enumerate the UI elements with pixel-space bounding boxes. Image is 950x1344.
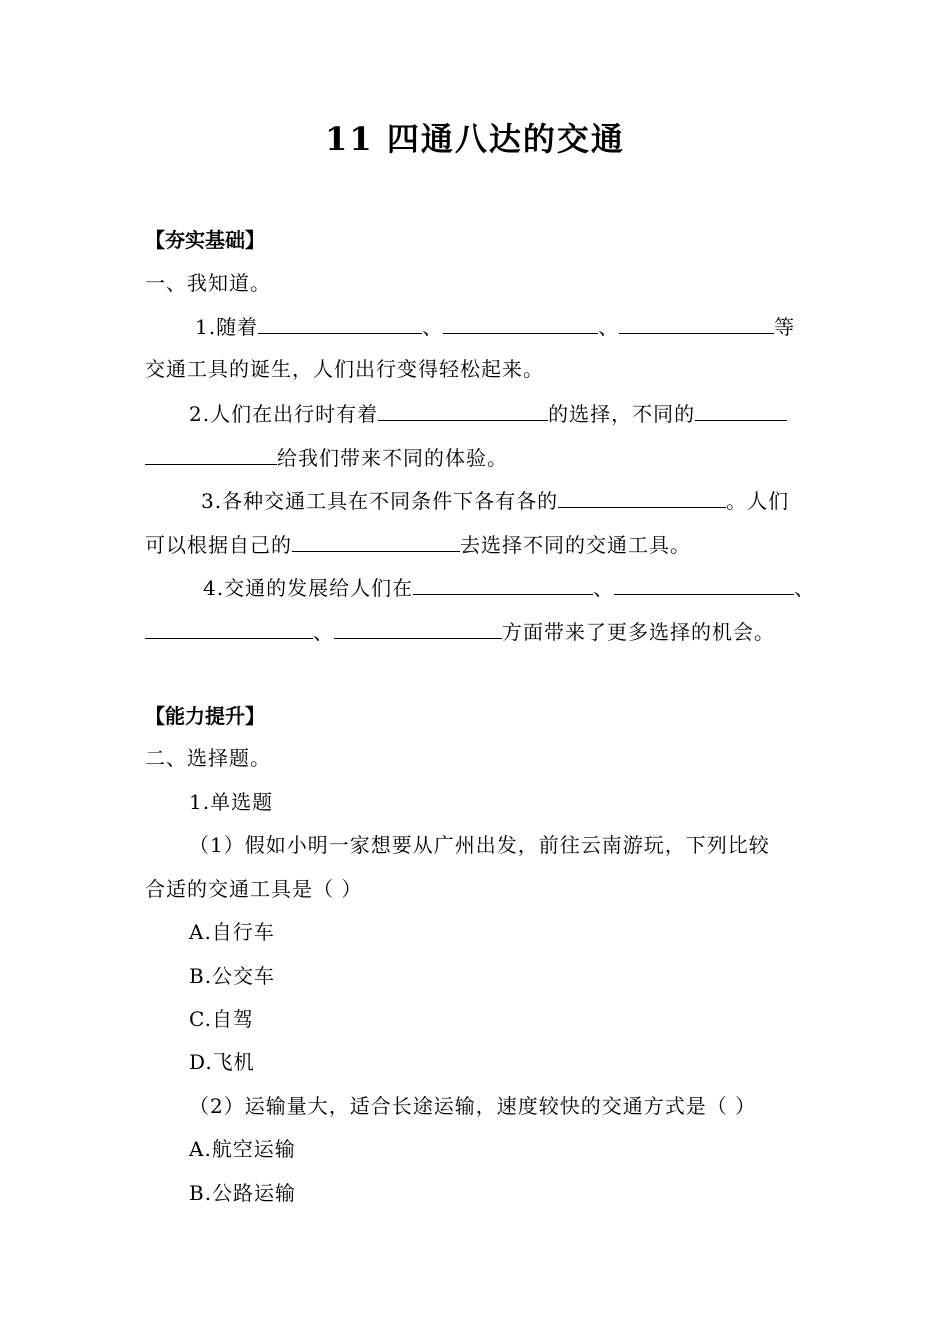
q1-prefix: 1.随着 (195, 315, 259, 339)
q3-blank-1[interactable] (558, 485, 726, 508)
fill-question-2 (145, 398, 851, 428)
q4-separator-2: 、 (794, 576, 816, 600)
mcq-1-option-a[interactable]: A.自行车 (189, 920, 275, 944)
q2-line-2 (145, 442, 807, 472)
mcq-1-option-c[interactable]: C.自驾 (189, 1007, 254, 1031)
q4-prefix: 4.交通的发展给人们在 (203, 576, 414, 600)
mcq-2-option-a[interactable]: A.航空运输 (189, 1137, 296, 1161)
q3-line2-suffix: 去选择不同的交通工具。 (460, 533, 691, 557)
page-title: 11 四通八达的交通 (325, 120, 625, 158)
part-two-heading: 二、选择题。 (145, 746, 271, 770)
q1-separator-1: 、 (422, 315, 444, 339)
mcq-1-option-b[interactable]: B.公交车 (189, 964, 276, 988)
q2-blank-2b[interactable] (145, 442, 277, 465)
q2-blank-2a[interactable] (695, 398, 787, 421)
q4-blank-4[interactable] (334, 616, 502, 639)
q3-blank-2[interactable] (292, 529, 460, 552)
q4-blank-1[interactable] (413, 572, 593, 595)
q2-line2-suffix: 给我们带来不同的体验。 (277, 446, 508, 470)
q1-line-2: 交通工具的诞生，人们出行变得轻松起来。 (145, 357, 544, 381)
q1-blank-1[interactable] (258, 311, 422, 334)
fill-question-4 (145, 572, 865, 602)
fill-question-3 (145, 485, 863, 515)
mcq-1-option-d[interactable]: D.飞机 (189, 1050, 255, 1074)
q3-line-2 (145, 529, 807, 559)
q3-prefix: 3.各种交通工具在不同条件下各有各的 (201, 489, 559, 513)
q4-line2-suffix: 方面带来了更多选择的机会。 (502, 620, 775, 644)
q4-separator-1: 、 (593, 576, 615, 600)
fill-question-1 (145, 311, 857, 341)
mcq-1-stem-line-2: 合适的交通工具是（ ） (145, 877, 363, 901)
q4-line2-separator: 、 (313, 620, 334, 644)
mcq-1-stem-line-1: （1）假如小明一家想要从广州出发，前往云南游玩，下列比较 (189, 833, 770, 857)
section-heading-ability: 【能力提升】 (145, 704, 265, 728)
mcq-2-option-b[interactable]: B.公路运输 (189, 1181, 297, 1205)
q2-middle: 的选择，不同的 (548, 402, 696, 426)
q2-prefix: 2.人们在出行时有着 (189, 402, 379, 426)
q1-separator-2: 、 (598, 315, 620, 339)
q1-suffix: 等 (774, 315, 796, 339)
q4-line-2 (145, 616, 807, 646)
part-one-heading: 一、我知道。 (145, 271, 271, 295)
q4-blank-3[interactable] (145, 616, 313, 639)
q1-blank-2[interactable] (443, 311, 598, 334)
section-heading-basics: 【夯实基础】 (145, 228, 265, 252)
q4-blank-2[interactable] (614, 572, 794, 595)
q2-blank-1[interactable] (378, 398, 548, 421)
mcq-2-stem: （2）运输量大，适合长途运输，速度较快的交通方式是（ ） (189, 1094, 757, 1118)
q3-line2-prefix: 可以根据自己的 (145, 533, 292, 557)
single-choice-heading: 1.单选题 (189, 790, 274, 814)
q3-suffix: 。人们 (726, 489, 790, 513)
q1-blank-3[interactable] (619, 311, 774, 334)
